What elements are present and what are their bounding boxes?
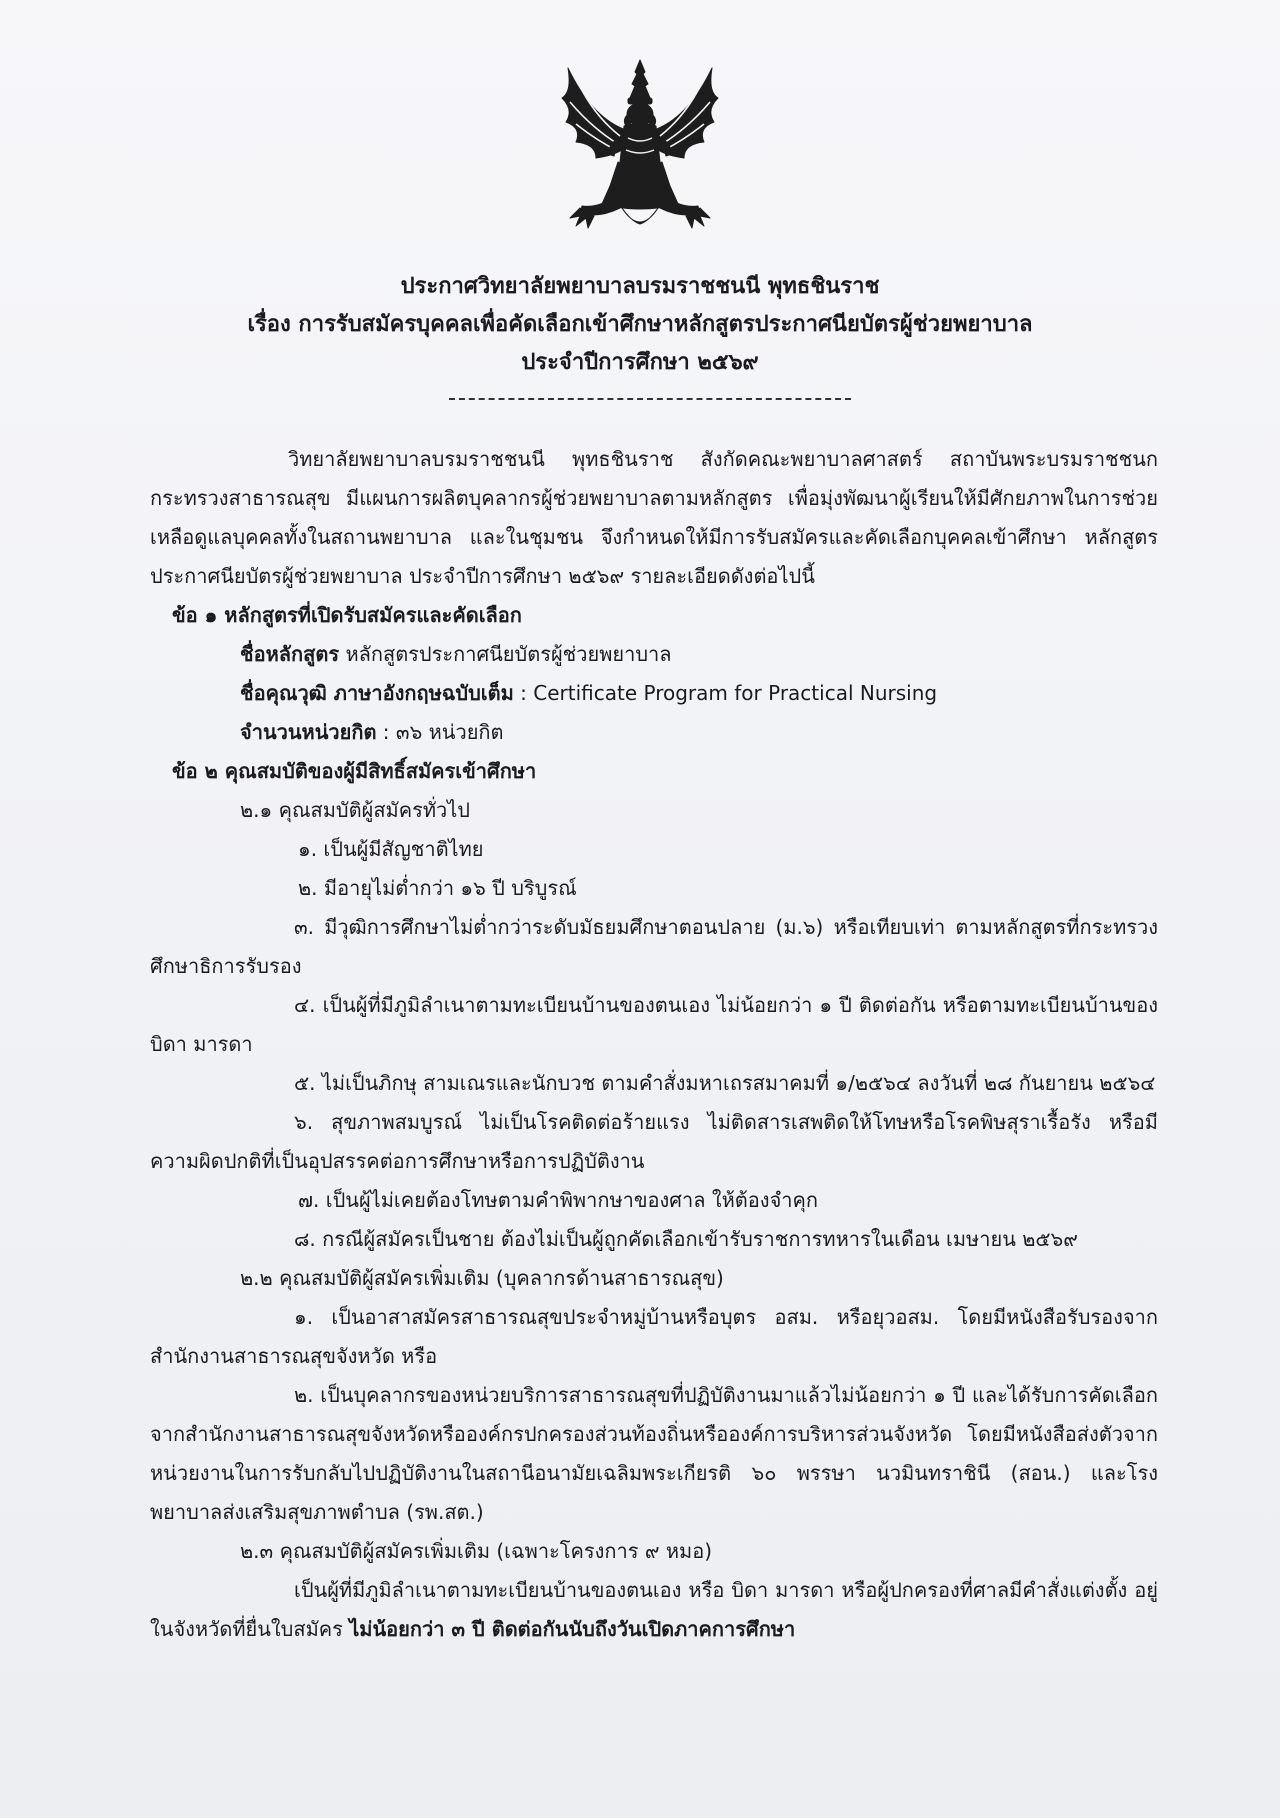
list-item: ๖. สุขภาพสมบูรณ์ ไม่เป็นโรคติดต่อร้ายแรง ไม่ติดสารเสพติดให้โทษหรือโรคพิษสุราเรื้อรัง หรือมีความผิดปกติที่เป็นอุปสรรคต่อการศึกษาหรือการปฏิบัติงาน [150,1110,1158,1173]
credits-label: จำนวนหน่วยกิต [240,720,377,744]
degree-name-label: ชื่อคุณวุฒิ ภาษาอังกฤษฉบับเต็ม [240,681,514,705]
list-item: ๓. มีวุฒิการศึกษาไม่ต่ำกว่าระดับมัธยมศึกษาตอนปลาย (ม.๖) หรือเทียบเท่า ตามหลักสูตรที่กระทรวงศึกษาธิการรับรอง [150,915,1158,978]
subsection-2-3-title: ๒.๓ คุณสมบัติผู้สมัครเพิ่มเติม (เฉพาะโครงการ ๙ หมอ) [240,1539,713,1563]
list-item: ๑. เป็นอาสาสมัครสาธารณสุขประจำหมู่บ้านหรือบุตร อสม. หรือยุวอสม. โดยมีหนังสือรับรองจากสำนักงานสาธารณสุขจังหวัด หรือ [150,1305,1158,1368]
academic-year: ประจำปีการศึกษา ๒๕๖๙ [521,350,759,375]
list-item: ๕. ไม่เป็นภิกษุ สามเณรและนักบวช ตามคำสั่งมหาเถรสมาคมที่ ๑/๒๕๖๔ ลงวันที่ ๒๘ กันยายน ๒๕๖๔ [294,1071,1156,1095]
section-1-title: ข้อ ๑ หลักสูตรที่เปิดรับสมัครและคัดเลือก [172,603,522,627]
residence-requirement: เป็นผู้ที่มีภูมิลำเนาตามทะเบียนบ้านของตนเอง หรือ บิดา มารดา หรือผู้ปกครองที่ศาลมีคำสั่งแต่งตั้ง อยู่ในจังหวัดที่ยื่นใบสมัคร [150,1578,1158,1641]
credits-row [150,713,1158,752]
section-2-title: ข้อ ๒ คุณสมบัติของผู้มีสิทธิ์สมัครเข้าศึกษา [172,759,537,783]
announcement-title: ประกาศวิทยาลัยพยาบาลบรมราชชนนี พุทธชินราช [400,274,880,299]
degree-name-value: : Certificate Program for Practical Nursing [520,681,938,705]
program-name-label: ชื่อหลักสูตร [240,642,340,666]
header-divider [449,398,851,400]
residence-duration: ไม่น้อยกว่า ๓ ปี ติดต่อกันนับถึงวันเปิดภาคการศึกษา [349,1617,796,1641]
announcement-header [0,268,1280,382]
credits-value: : ๓๖ หน่วยกิต [382,720,504,744]
list-item: ๒. เป็นบุคลากรของหน่วยบริการสาธารณสุขที่ปฏิบัติงานมาแล้วไม่น้อยกว่า ๑ ปี และได้รับการคัดเลือกจากสำนักงานสาธารณสุขจังหวัดหรือองค์กรปกครองส่วนท้องถิ่นหรือองค์การบริหารส่วนจังหวัด โดยมีหนังสือส่งตัวจากหน่วยงานในการรับกลับไปปฏิบัติงานในสถานีอนามัยเฉลิมพระเกียรติ ๖๐ พรรษา นวมินทราชินี (สอน.) และโรงพยาบาลส่งเสริมสุขภาพตำบล (รพ.สต.) [150,1383,1158,1524]
program-name-row [150,635,1158,674]
list-item: ๗. เป็นผู้ไม่เคยต้องโทษตามคำพิพากษาของศาล ให้ต้องจำคุก [298,1188,818,1212]
program-name-value: หลักสูตรประกาศนียบัตรผู้ช่วยพยาบาล [345,642,672,666]
list-item: ๘. กรณีผู้สมัครเป็นชาย ต้องไม่เป็นผู้ถูกคัดเลือกเข้ารับราชการทหารในเดือน เมษายน ๒๕๖๙ [294,1227,1078,1251]
announcement-subject: เรื่อง การรับสมัครบุคคลเพื่อคัดเลือกเข้าศึกษาหลักสูตรประกาศนียบัตรผู้ช่วยพยาบาล [247,312,1033,337]
subsection-2-3-text [150,1571,1158,1649]
announcement-body [150,440,1158,1649]
list-item: ๒. มีอายุไม่ต่ำกว่า ๑๖ ปี บริบูรณ์ [298,876,577,900]
subsection-2-1-title: ๒.๑ คุณสมบัติผู้สมัครทั่วไป [240,798,470,822]
degree-name-row [150,674,1158,713]
list-item: ๔. เป็นผู้ที่มีภูมิลำเนาตามทะเบียนบ้านของตนเอง ไม่น้อยกว่า ๑ ปี ติดต่อกัน หรือตามทะเบียนบ้านของบิดา มารดา [150,993,1158,1056]
intro-paragraph: วิทยาลัยพยาบาลบรมราชชนนี พุทธชินราช สังกัดคณะพยาบาลศาสตร์ สถาบันพระบรมราชชนก กระทรวงสาธารณสุข มีแผนการผลิตบุคลากรผู้ช่วยพยาบาลตามหลักสูตร เพื่อมุ่งพัฒนาผู้เรียนให้มีศักยภาพในการช่วยเหลือดูแลบุคคลทั้งในสถานพยาบาล และในชุมชน จึงกำหนดให้มีการรับสมัครและคัดเลือกบุคคลเข้าศึกษา หลักสูตรประกาศนียบัตรผู้ช่วยพยาบาล ประจำปีการศึกษา ๒๕๖๙ รายละเอียดดังต่อไปนี้ [150,447,1158,588]
list-item: ๑. เป็นผู้มีสัญชาติไทย [298,837,484,861]
subsection-2-2-title: ๒.๒ คุณสมบัติผู้สมัครเพิ่มเติม (บุคลากรด้านสาธารณสุข) [240,1266,724,1290]
garuda-emblem-icon [552,58,728,238]
